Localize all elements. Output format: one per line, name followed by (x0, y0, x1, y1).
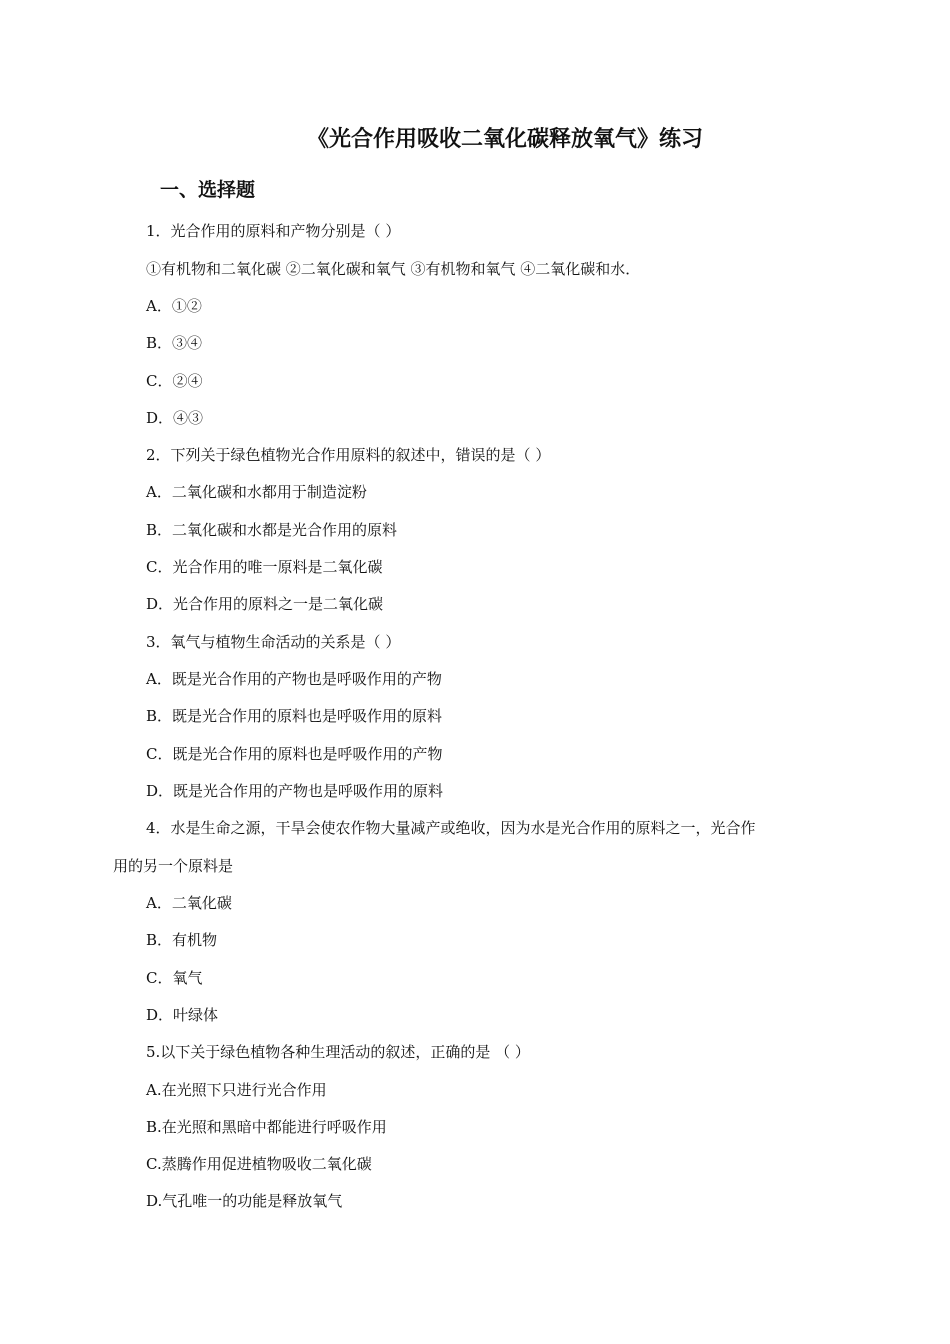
question-2-option-c: C．光合作用的唯一原料是二氧化碳 (146, 558, 383, 576)
question-3-option-a: A．既是光合作用的产物也是呼吸作用的产物 (146, 670, 442, 688)
question-4-stem-continued: 用的另一个原料是 (113, 857, 234, 875)
question-5-stem: 5.以下关于绿色植物各种生理活动的叙述，正确的是 （ ） (146, 1043, 530, 1061)
page-title: 《光合作用吸收二氧化碳释放氧气》练习 (306, 127, 703, 152)
question-4-option-b: B．有机物 (146, 931, 218, 949)
question-5-option-a: A.在光照下只进行光合作用 (146, 1081, 327, 1099)
question-4-stem: 4．水是生命之源，干旱会使农作物大量减产或绝收，因为水是光合作用的原料之一，光合作 (146, 819, 756, 837)
question-3-option-c: C．既是光合作用的原料也是呼吸作用的产物 (146, 745, 443, 763)
question-1-option-d: D．④③ (146, 409, 204, 427)
section-heading: 一、选择题 (160, 179, 256, 201)
question-3-option-d: D．既是光合作用的产物也是呼吸作用的原料 (146, 782, 444, 800)
question-1-option-b: B．③④ (146, 334, 203, 352)
question-5-option-c: C.蒸腾作用促进植物吸收二氧化碳 (146, 1155, 372, 1173)
question-1-option-c: C．②④ (146, 372, 203, 390)
question-4-option-c: C．氧气 (146, 969, 203, 987)
question-2-option-a: A．二氧化碳和水都用于制造淀粉 (146, 483, 367, 501)
question-2-option-d: D．光合作用的原料之一是二氧化碳 (146, 595, 384, 613)
question-5-option-d: D.气孔唯一的功能是释放氧气 (146, 1192, 343, 1210)
question-1-option-a: A．①② (146, 297, 202, 315)
question-3-option-b: B．既是光合作用的原料也是呼吸作用的原料 (146, 707, 443, 725)
question-3-stem: 3．氧气与植物生命活动的关系是（ ） (146, 633, 401, 651)
question-1-items: ①有机物和二氧化碳 ②二氧化碳和氧气 ③有机物和氧气 ④二氧化碳和水． (146, 260, 641, 278)
question-2-option-b: B．二氧化碳和水都是光合作用的原料 (146, 521, 398, 539)
question-5-option-b: B.在光照和黑暗中都能进行呼吸作用 (146, 1118, 387, 1136)
question-1-stem: 1．光合作用的原料和产物分别是（ ） (146, 222, 401, 240)
question-4-option-d: D．叶绿体 (146, 1006, 219, 1024)
question-2-stem: 2．下列关于绿色植物光合作用原料的叙述中，错误的是（ ） (146, 446, 551, 464)
question-4-option-a: A．二氧化碳 (146, 894, 232, 912)
